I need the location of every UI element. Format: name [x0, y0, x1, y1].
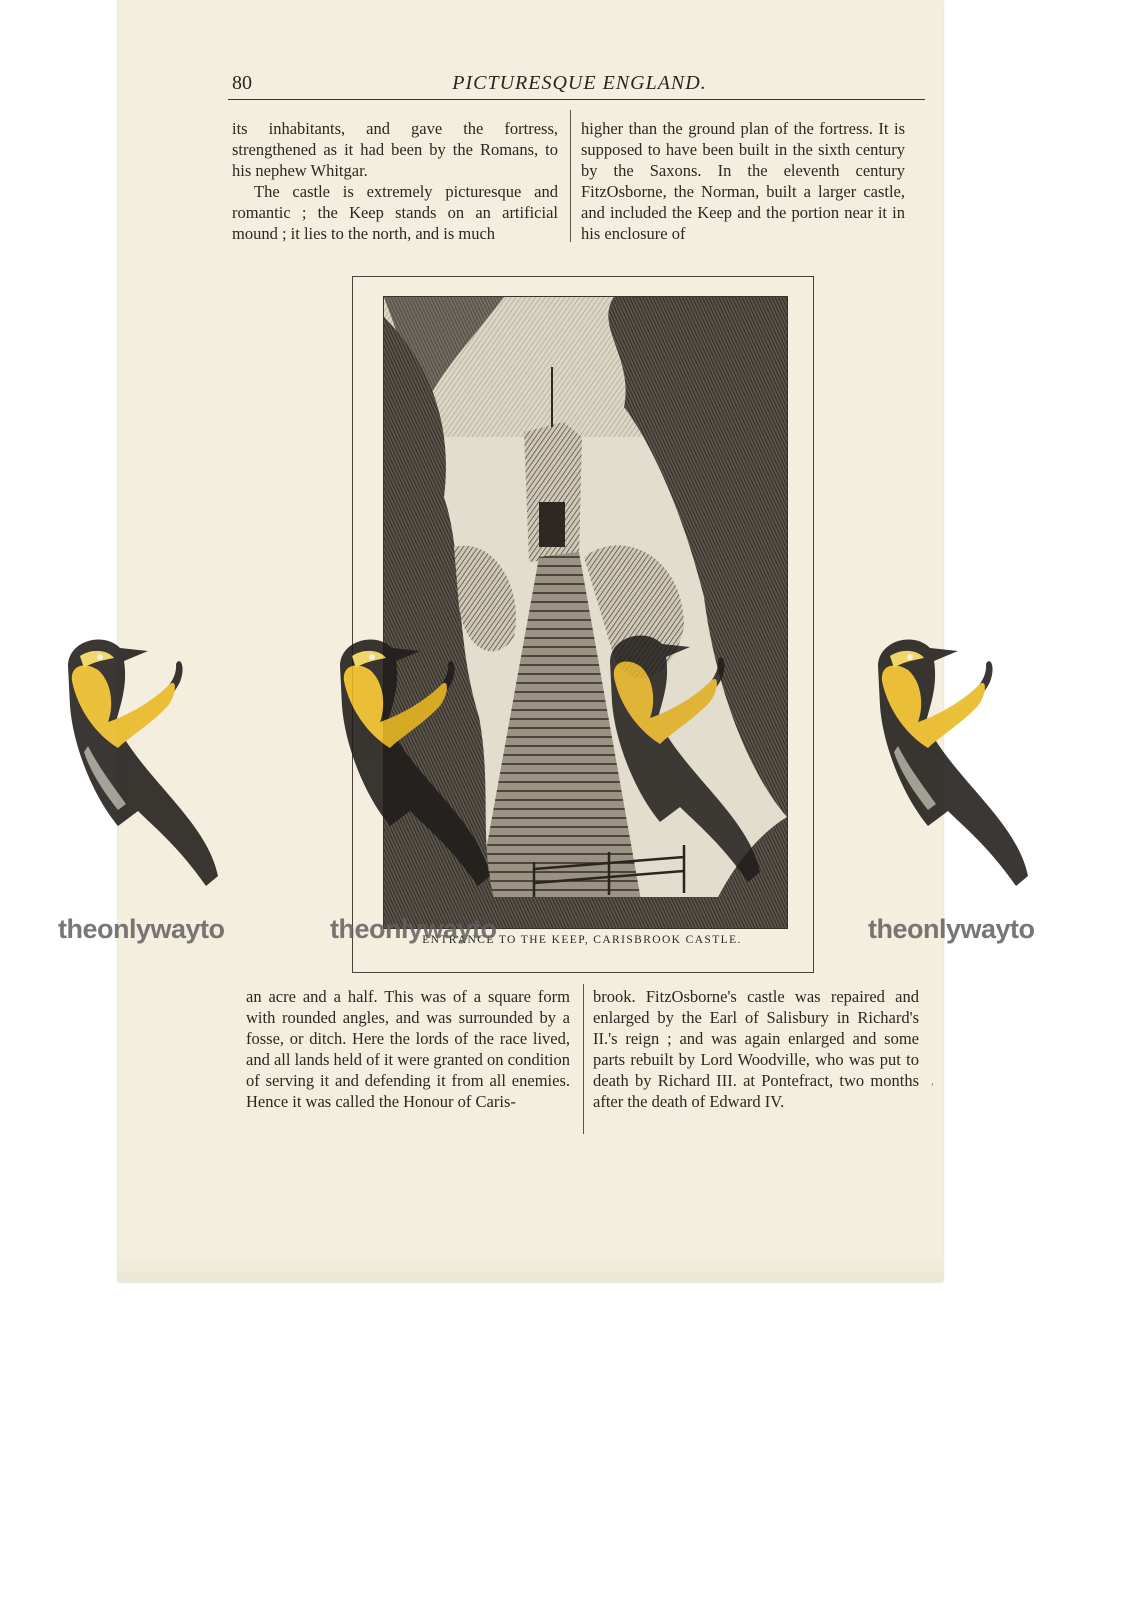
bird-watermark-icon: [58, 626, 228, 896]
top-right-column: [581, 118, 905, 244]
bottom-left-column: [246, 986, 570, 1112]
bird-watermark-icon: [330, 626, 500, 896]
page-mark: ʾ: [930, 1082, 935, 1097]
bottom-right-column: [593, 986, 919, 1112]
illustration-caption: ENTRANCE TO THE KEEP, CARISBROOK CASTLE.: [422, 934, 742, 946]
bird-watermark-icon: [600, 622, 770, 892]
page-header: [232, 72, 927, 100]
top-left-column: [232, 118, 558, 244]
bird-watermark-icon: [868, 626, 1038, 896]
watermark-text: theonlywayto: [58, 914, 225, 944]
watermark-text: theonlywayto: [868, 914, 1035, 944]
paragraph: brook. FitzOsborne's castle was repaired and enlarged by the Earl of Salisbury in Richard's II.'s reign ; and was again enlarged and some parts rebuilt by Lord Woodville, who was put to death by Richard III. at Pontefract, two months after the death of Edward IV.: [593, 987, 919, 1111]
header-rule: [228, 99, 925, 100]
column-divider: [570, 110, 571, 242]
running-title: PICTURESQUE ENGLAND.: [452, 72, 707, 94]
paragraph: its inhabitants, and gave the fortress, strengthened as it had been by the Romans, to his nephew Whitgar.: [232, 119, 558, 180]
page-number: 80: [232, 72, 252, 94]
column-divider: [583, 984, 584, 1134]
paragraph: higher than the ground plan of the fortress. It is supposed to have been built in the sixth century by the Saxons. In the eleventh century FitzOsborne, the Norman, built a larger castle, and included the Keep and the portion near it in his enclosure of: [581, 119, 905, 243]
paragraph: an acre and a half. This was of a square form with rounded angles, and was surrounded by a fosse, or ditch. Here the lords of the race lived, and all lands held of it were granted on condition of serving it and defending it from all enemies. Hence it was called the Honour of Caris-: [246, 987, 570, 1111]
watermark-text: theonlywayto: [330, 914, 497, 944]
paragraph: The castle is extremely picturesque and romantic ; the Keep stands on an artificial mound ; it lies to the north, and is much: [232, 182, 558, 243]
